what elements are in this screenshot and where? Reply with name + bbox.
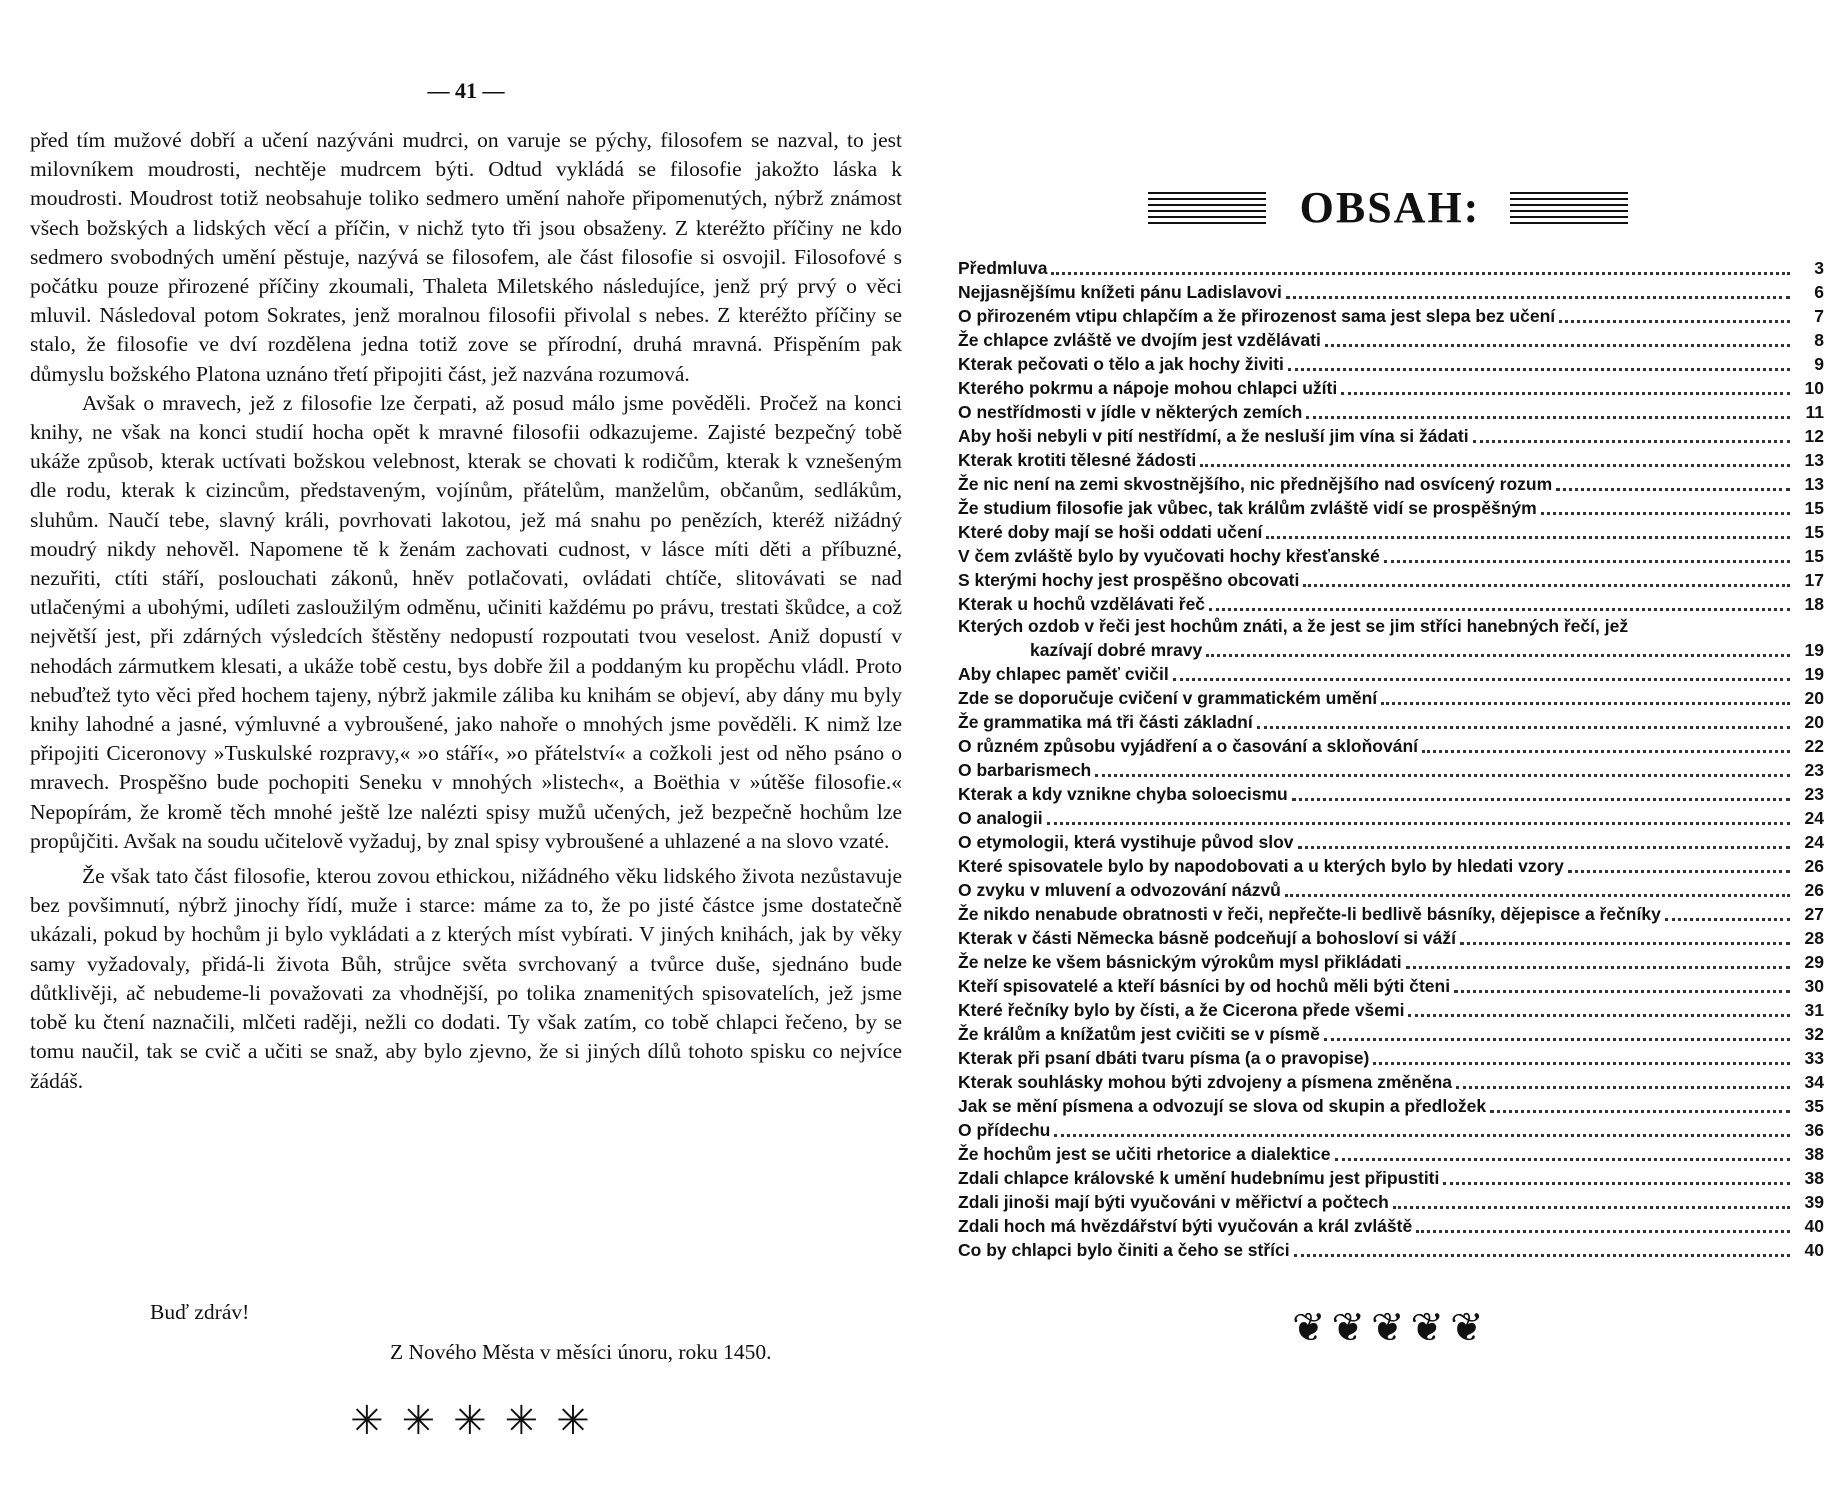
toc-page-number: 9: [1814, 354, 1824, 374]
toc-leader-dots: [1568, 870, 1790, 873]
toc-leader-dots: [1200, 464, 1790, 467]
toc-page-number: 12: [1804, 426, 1824, 446]
toc-entry: [958, 709, 1824, 733]
toc-entry: [958, 495, 1824, 519]
toc-entry: [958, 805, 1824, 829]
toc-entry: [958, 423, 1824, 447]
toc-entry: [958, 543, 1824, 567]
toc-entry-title: Kterak u hochů vzdělávati řeč: [958, 594, 1206, 614]
toc-entry-title: Kterak pečovati o tělo a jak hochy živiti: [958, 354, 1284, 374]
toc-leader-dots: [1559, 320, 1790, 323]
toc-entry-title: Zdali jinoši mají býti vyučováni v měřictví a počtech: [958, 1192, 1389, 1212]
toc-leader-dots: [1373, 1062, 1790, 1065]
toc-entry-title: Zde se doporučuje cvičení v grammatickém umění: [958, 688, 1378, 708]
toc-leader-dots: [1047, 822, 1790, 825]
toc-entry-title: O nestřídmosti v jídle v některých zemích: [958, 402, 1303, 422]
toc-entry-title: Předmluva: [958, 258, 1048, 278]
toc-entry-title: Které doby mají se hoši oddati učení: [958, 522, 1263, 542]
toc-page-number: 30: [1804, 976, 1824, 996]
toc-page-number: 29: [1804, 952, 1824, 972]
toc-leader-dots: [1665, 918, 1790, 921]
toc-page-number: 34: [1804, 1072, 1824, 1092]
toc-entry-title: Kterak v části Německa básně podceňují a bohosloví si váží: [958, 928, 1456, 948]
toc-entry-title: O zvyku v mluvení a odvozování názvů: [958, 880, 1281, 900]
toc-entry: [958, 1141, 1824, 1165]
toc-leader-dots: [1257, 726, 1790, 729]
toc-leader-dots: [1306, 416, 1790, 419]
toc-page-number: 3: [1814, 258, 1824, 278]
toc-entry: [958, 757, 1824, 781]
paragraph: Avšak o mravech, jež z filosofie lze čerpati, až posud málo jsme pověděli. Pročež na konci knihy, ne však na konci studií hocha opět k mravné filosofii odkazujeme. Zajisté bezpečný tobě ukáže způsob, kterak uctívati božskou velebnost, kterak se chovati k rodičům, kterak k vznešeným dle rodu, kterak k cizincům, představeným, vojínům, přátelům, manželům, občanům, sedlákům, sluhům. Naučí tebe, slavný králi, povrhovati lakotou, jež má snahu po penězích, kteréž nižádný moudrý nikdy nehověl. Napomene tě k ženám zachovati cudnost, v lásce míti děti a příbuzné, nezuřiti, ctíti stáří, poslouchati zákonů, hněv potlačovati, ovládati chtíče, slitovávati se nad utlačenými a ubohými, udíleti zasloužilým odměnu, učiniti každému po právu, trestati škůdce, a což největší jest, při zdárných výsledcích štěstěny nedopustí rozpoutati tvou veselost. Aniž dopustí v nehodách zármutkem klesati, a ukáže tobě cestu, bys dobře žil a poddaným ku propěchu vládl. Proto nebuďtež tyto věci před hochem tajeny, nýbrž jakmile záliba ku knihám se objeví, aby dány mu byly knihy lahodné a jasné, výmluvné a vybroušené, jako nahoře o mnohých jsme pověděli. K nimž lze připojiti Ciceronovy »Tuskulské rozpravy,« »o stáří«, »o přátelství« a cožkoli jest od něho psáno o mravech. Prospěšno bude pochopiti Seneku v mnohých »listech«, a Boëthia v »útěše filosofie.« Nepopírám, že kromě těch mnohé ještě lze nalézti spisy mužů učených, jež bezpečně hochům lze propůjčiti. Avšak na soudu učitelově vyžaduj, by znal spisy vybroušené a uhlazené a na slovo vzaté.: [30, 390, 902, 853]
toc-entry-title: Které řečníky bylo by čísti, a že Cicerona přede všemi: [958, 1000, 1405, 1020]
toc-entry: [958, 1045, 1824, 1069]
toc-page-number: 15: [1804, 498, 1824, 518]
toc-entry-title: O analogii: [958, 808, 1043, 828]
toc-entry: [958, 829, 1824, 853]
toc-page-number: 7: [1814, 306, 1824, 326]
toc-page-number: 15: [1804, 546, 1824, 566]
toc-entry: [958, 949, 1824, 973]
toc-entry: [958, 925, 1824, 949]
toc-entry: [958, 1165, 1824, 1189]
toc-leader-dots: [1054, 1134, 1790, 1137]
toc-entry: [958, 1237, 1824, 1261]
toc-page-number: 28: [1804, 928, 1824, 948]
toc-page-number: 33: [1804, 1048, 1824, 1068]
toc-page-number: 36: [1804, 1120, 1824, 1140]
toc-entry-title: O přirozeném vtipu chlapčím a že přirozenost sama jest slepa bez učení: [958, 306, 1556, 326]
toc-page-number: 15: [1804, 522, 1824, 542]
toc-page-number: 19: [1804, 640, 1824, 660]
toc-leader-dots: [1422, 750, 1790, 753]
toc-entry-title: Zdali hoch má hvězdářství býti vyučován a král zvláště: [958, 1216, 1413, 1236]
toc-leader-dots: [1490, 1110, 1790, 1113]
toc-leader-dots: [1173, 678, 1790, 681]
asterisk-ornament-icon: ✳✳✳✳✳: [350, 1398, 608, 1444]
toc-entry: [958, 255, 1824, 279]
toc-leader-dots: [1473, 440, 1790, 443]
toc-leader-dots: [1285, 894, 1790, 897]
toc-entry: [958, 853, 1824, 877]
right-page: [950, 0, 1828, 1500]
toc-entry: [958, 973, 1824, 997]
toc-leader-dots: [1381, 702, 1790, 705]
toc-page-number: 32: [1804, 1024, 1824, 1044]
toc-page-number: 40: [1804, 1216, 1824, 1236]
toc-leader-dots: [1303, 584, 1790, 587]
toc-page-number: 24: [1804, 808, 1824, 828]
toc-entry-title: Aby chlapec paměť cvičil: [958, 664, 1169, 684]
toc-entry: [958, 567, 1824, 591]
toc-page-number: 11: [1805, 402, 1824, 422]
toc-entry-title: Aby hoši nebyli v pití nestřídmí, a že nesluší jim vína si žádati: [958, 426, 1469, 446]
toc-leader-dots: [1294, 1254, 1790, 1257]
toc-entry-title: S kterými hochy jest prospěšno obcovati: [958, 570, 1300, 590]
toc-page-number: 17: [1804, 570, 1824, 590]
toc-entry-title: Jak se mění písmena a odvozují se slova od skupin a předložek: [958, 1096, 1487, 1116]
toc-page-number: 38: [1804, 1144, 1824, 1164]
toc-page-number: 40: [1804, 1240, 1824, 1260]
toc-entry: [958, 399, 1824, 423]
paragraph: před tím mužové dobří a učení nazýváni mudrci, on varuje se pýchy, filosofem se nazval, to jest milovníkem moudrosti, nechtěje mudrcem býti. Odtud vykládá se filosofie jakožto láska k moudrosti. Moudrost totiž neobsahuje toliko sedmero umění nahoře připomenutých, nýbrž známost všech božských a lidských věcí a příčin, v nichž tyto tři jsou obsaženy. Z kteréžto příčiny ne kdo sedmero svobodných umění pěstuje, nazývá se filosofem, ale část filosofie si osvojil. Filosofové s počátku pouze přirozené příčiny zkoumali, Thaleta Miletského následujíce, jenž prý prvý o věci mluvil. Následoval potom Sokrates, jenž moralnou filosofii přivolal s nebes. Z kteréžto příčiny se stalo, že filosofie ve dví rozdělena jedna totiž zove se přírodní, druhá mravná. Přispěním pak důmyslu božského Platona uznáno třetí připojiti část, jež nazvána rozumová.: [30, 128, 902, 386]
toc-entry-title: O etymologii, která vystihuje původ slov: [958, 832, 1294, 852]
toc-leader-dots: [1095, 774, 1790, 777]
toc-leader-dots: [1556, 488, 1790, 491]
toc-page-number: 13: [1804, 450, 1824, 470]
left-page: [30, 0, 902, 1500]
toc-entry: [958, 303, 1824, 327]
body-text: [30, 126, 902, 1096]
toc-page-number: 6: [1814, 282, 1824, 302]
toc-page-number: 27: [1804, 904, 1824, 924]
toc-entry: [958, 733, 1824, 757]
toc-entry-title: O barbarismech: [958, 760, 1092, 780]
toc-entry: [958, 1189, 1824, 1213]
toc-leader-dots: [1206, 654, 1790, 657]
toc-leader-dots: [1325, 344, 1790, 347]
toc-leader-dots: [1460, 942, 1790, 945]
toc-entry-title: Že nic není na zemi skvostnějšího, nic přednějšího nad osvícený rozum: [958, 474, 1553, 494]
paragraph: Že však tato část filosofie, kterou zovou ethickou, nižádného věku lidského života nezůstavuje bez povšimnutí, nýbrž jinochy řídí, muže i starce: máme za to, že po jisté částce jsme dostatečně ukázali, pokud by hochům ji bylo vykládati a z kterých míst vybírati. V jiných knihách, jak by věky samy vyžadovaly, přidá-li života Bůh, strůjce světa svrchovaný a tvůrce duše, sjednáno bude důtklivěji, ač nebudeme-li považovati za vhodnější, po tolika znamenitých spisovatelích, jež jsme tobě ku čtení naznačili, mlčeti raději, nežli co dodati. Ty však zatím, co tobě chlapci řečeno, by se tomu naučil, tak se cvič a učiti se snaž, aby bylo zjevno, že si jiných dílů tohoto spisku co nejvíce žádáš.: [30, 864, 902, 1093]
toc-leader-dots: [1406, 966, 1790, 969]
toc-entry: [958, 901, 1824, 925]
toc-entry-title: Že nelze ke všem básnickým výrokům mysl přikládati: [958, 952, 1402, 972]
table-of-contents: [958, 255, 1824, 1261]
toc-entry: [958, 375, 1824, 399]
toc-leader-dots: [1416, 1230, 1790, 1233]
toc-page-number: 24: [1804, 832, 1824, 852]
toc-entry: [958, 1213, 1824, 1237]
toc-entry: [958, 997, 1824, 1021]
toc-page-number: 20: [1804, 688, 1824, 708]
toc-entry-title: Co by chlapci bylo činiti a čeho se stříci: [958, 1240, 1290, 1260]
toc-entry-title: Které spisovatele bylo by napodobovati a u kterých bylo by hledati vzory: [958, 856, 1564, 876]
toc-page-number: 22: [1804, 736, 1824, 756]
rule-ornament-right: [1510, 192, 1628, 228]
toc-page-number: 26: [1804, 880, 1824, 900]
toc-leader-dots: [1298, 846, 1791, 849]
toc-entry-title: Že grammatika má tři části základní: [958, 712, 1253, 732]
toc-entry-title: Kteří spisovatelé a kteří básníci by od hochů měli býti čteni: [958, 976, 1451, 996]
toc-entry-title: Kterak krotiti tělesné žádosti: [958, 450, 1197, 470]
toc-leader-dots: [1286, 296, 1790, 299]
toc-page-number: 19: [1804, 664, 1824, 684]
toc-entry: [958, 1093, 1824, 1117]
toc-entry-title: O přídechu: [958, 1120, 1051, 1140]
toc-leader-dots: [1443, 1182, 1790, 1185]
toc-leader-dots: [1292, 798, 1790, 801]
toc-entry: [958, 327, 1824, 351]
toc-page-number: 31: [1804, 1000, 1824, 1020]
toc-page-number: 20: [1804, 712, 1824, 732]
rule-ornament-left: [1148, 192, 1266, 228]
toc-entry: [958, 591, 1824, 615]
toc-entry-title: Že hochům jest se učiti rhetorice a dialektice: [958, 1144, 1331, 1164]
toc-leader-dots: [1454, 990, 1790, 993]
toc-leader-dots: [1408, 1014, 1790, 1017]
toc-entry: [958, 781, 1824, 805]
toc-entry-title: Že chlapce zvláště ve dvojím jest vzdělávati: [958, 330, 1321, 350]
greeting: Buď zdráv!: [150, 1300, 250, 1324]
toc-entry: [958, 1117, 1824, 1141]
toc-leader-dots: [1341, 392, 1790, 395]
toc-entry: [958, 1021, 1824, 1045]
toc-entry: [958, 877, 1824, 901]
toc-leader-dots: [1541, 512, 1790, 515]
toc-entry: [958, 519, 1824, 543]
toc-entry-title: Kterak při psaní dbáti tvaru písma (a o pravopise): [958, 1048, 1370, 1068]
toc-page-number: 13: [1804, 474, 1824, 494]
toc-entry-title: Kterého pokrmu a nápoje mohou chlapci užíti: [958, 378, 1338, 398]
toc-entry-title: Že nikdo nenabude obratnosti v řeči, nepřečte-li bedlivě básníky, dějepisce a řečníky: [958, 904, 1661, 924]
toc-entry: [958, 615, 1824, 637]
toc-title: OBSAH:: [1299, 183, 1481, 232]
toc-page-number: 23: [1804, 784, 1824, 804]
toc-entry-title: Kterak souhlásky mohou býti zdvojeny a písmena změněna: [958, 1072, 1453, 1092]
toc-entry-continuation: [958, 637, 1824, 661]
toc-entry-title: Že studium filosofie jak vůbec, tak králům zvláště vidí se prospěšným: [958, 498, 1537, 518]
toc-leader-dots: [1324, 1038, 1790, 1041]
clover-ornament-icon: ❦❦❦❦❦: [1292, 1305, 1490, 1351]
toc-entry-title: Kterak a kdy vznikne chyba soloecismu: [958, 784, 1288, 804]
toc-page-number: 8: [1814, 330, 1824, 350]
toc-leader-dots: [1209, 608, 1790, 611]
toc-page-number: 26: [1804, 856, 1824, 876]
toc-entry-title: kazívají dobré mravy: [1030, 640, 1203, 660]
toc-leader-dots: [1393, 1206, 1790, 1209]
toc-page-number: 10: [1804, 378, 1824, 398]
place-date: Z Nového Města v měsíci únoru, roku 1450.: [390, 1340, 772, 1364]
toc-entry-title: Kterých ozdob v řeči jest hochům znáti, a že jest se jim stříci hanebných řečí, jež: [958, 616, 1629, 636]
toc-entry-title: Zdali chlapce královské k umění hudebnímu jest připustiti: [958, 1168, 1440, 1188]
toc-page-number: 23: [1804, 760, 1824, 780]
toc-leader-dots: [1266, 536, 1790, 539]
toc-header: [950, 182, 1828, 242]
toc-entry: [958, 351, 1824, 375]
toc-entry: [958, 685, 1824, 709]
toc-entry: [958, 471, 1824, 495]
toc-entry-title: Nejjasnějšímu knížeti pánu Ladislavovi: [958, 282, 1282, 302]
toc-entry-title: O různém způsobu vyjádření a o časování a skloňování: [958, 736, 1418, 756]
toc-entry: [958, 447, 1824, 471]
toc-page-number: 38: [1804, 1168, 1824, 1188]
toc-leader-dots: [1456, 1086, 1790, 1089]
toc-entry: [958, 279, 1824, 303]
toc-entry: [958, 661, 1824, 685]
toc-entry-title: Že králům a knížatům jest cvičiti se v písmě: [958, 1024, 1320, 1044]
toc-entry-title: V čem zvláště bylo by vyučovati hochy křesťanské: [958, 546, 1380, 566]
toc-leader-dots: [1288, 368, 1790, 371]
toc-leader-dots: [1051, 272, 1790, 275]
toc-page-number: 18: [1804, 594, 1824, 614]
page-number: — 41 —: [427, 78, 505, 103]
toc-leader-dots: [1384, 560, 1790, 563]
toc-page-number: 39: [1804, 1192, 1824, 1212]
toc-page-number: 35: [1804, 1096, 1824, 1116]
toc-leader-dots: [1335, 1158, 1791, 1161]
toc-entry: [958, 1069, 1824, 1093]
